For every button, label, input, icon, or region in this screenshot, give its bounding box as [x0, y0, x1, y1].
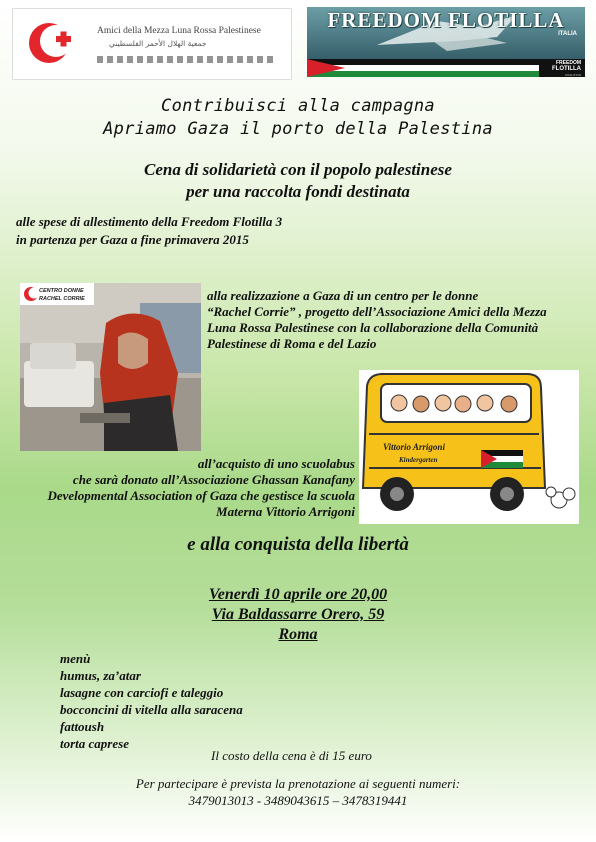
event-city: Roma — [278, 626, 318, 643]
dinner-title-line-1: Cena di solidarietà con il popolo palestinese — [144, 160, 452, 179]
red-crescent-icon — [25, 17, 75, 69]
association-name: Amici della Mezza Luna Rossa Palestinese — [97, 26, 261, 36]
red-crescent-logo — [12, 8, 292, 80]
event-date: Venerdì 10 aprile ore 20,00 — [208, 586, 388, 603]
freedom-flotilla-logo — [307, 7, 585, 77]
menu-item: torta caprese — [60, 736, 129, 751]
flotilla-line-2: in partenza per Gaza a fine primavera 2015 — [16, 232, 249, 247]
coalition-label: FREEDOM — [556, 60, 581, 66]
campaign-line-2: Apriamo Gaza il porto della Palestina — [103, 119, 493, 139]
logo-title: FREEDOM FLOTILLA — [327, 8, 565, 32]
women-center-photo — [20, 283, 201, 451]
bus-label: Kindergarten — [399, 456, 438, 464]
dinner-title-line-2: per una raccolta fondi destinata — [186, 182, 410, 201]
schoolbus-line-2: che sarà donato all’Associazione Ghassan Kanafany — [72, 472, 355, 487]
menu-item: fattoush — [60, 719, 105, 734]
sewing-workshop-image — [20, 283, 201, 451]
women-center-line-4: Palestinese di Roma e del Lazio — [207, 336, 377, 351]
coalition-label: FLOTILLA — [552, 66, 581, 72]
decorative-divider — [97, 56, 277, 63]
menu-item: bocconcini di vitella alla saracena — [60, 702, 243, 717]
women-center-line-1: alla realizzazione a Gaza di un centro per le donne — [207, 288, 479, 303]
menu-item: lasagne con carciofi e taleggio — [60, 685, 224, 700]
flotilla-line-1: alle spese di allestimento della Freedom Flotilla 3 — [16, 214, 283, 229]
coalition-label: COALITION — [564, 73, 581, 77]
event-address: Via Baldassarre Orero, 59 — [211, 606, 385, 623]
booking-phones: 3479013013 - 3489043615 – 3478319441 — [188, 793, 408, 808]
association-name-arabic: جمعية الهلال الأحمر الفلسطيني — [109, 39, 207, 48]
schoolbus-line-1: all’acquisto di uno scuolabus — [197, 456, 355, 471]
price-note: Il costo della cena è di 15 euro — [211, 748, 372, 763]
school-bus-image — [359, 370, 579, 524]
school-bus-icon — [359, 370, 579, 524]
logo-subtitle: ITALIA — [558, 31, 577, 37]
booking-note: Per partecipare è prevista la prenotazione ai seguenti numeri: — [135, 776, 461, 791]
campaign-line-1: Contribuisci alla campagna — [161, 96, 435, 116]
photo-label: CENTRO DONNE — [39, 288, 84, 294]
bus-label: Vittorio Arrigoni — [383, 442, 445, 452]
photo-label: RACHEL CORRIE — [39, 296, 85, 302]
women-center-line-3: Luna Rossa Palestinese con la collaborazione della Comunità — [207, 320, 539, 335]
freedom-heading: e alla conquista della libertà — [187, 534, 409, 555]
women-center-line-2: “Rachel Corrie” , progetto dell’Associazione Amici della Mezza — [207, 304, 547, 319]
menu-item: humus, za’atar — [60, 668, 141, 683]
menu-title: menù — [60, 651, 91, 666]
schoolbus-line-3: Developmental Association of Gaza che gestisce la scuola — [47, 488, 355, 503]
schoolbus-line-4: Materna Vittorio Arrigoni — [216, 504, 355, 519]
palestine-flag-icon — [307, 59, 585, 77]
